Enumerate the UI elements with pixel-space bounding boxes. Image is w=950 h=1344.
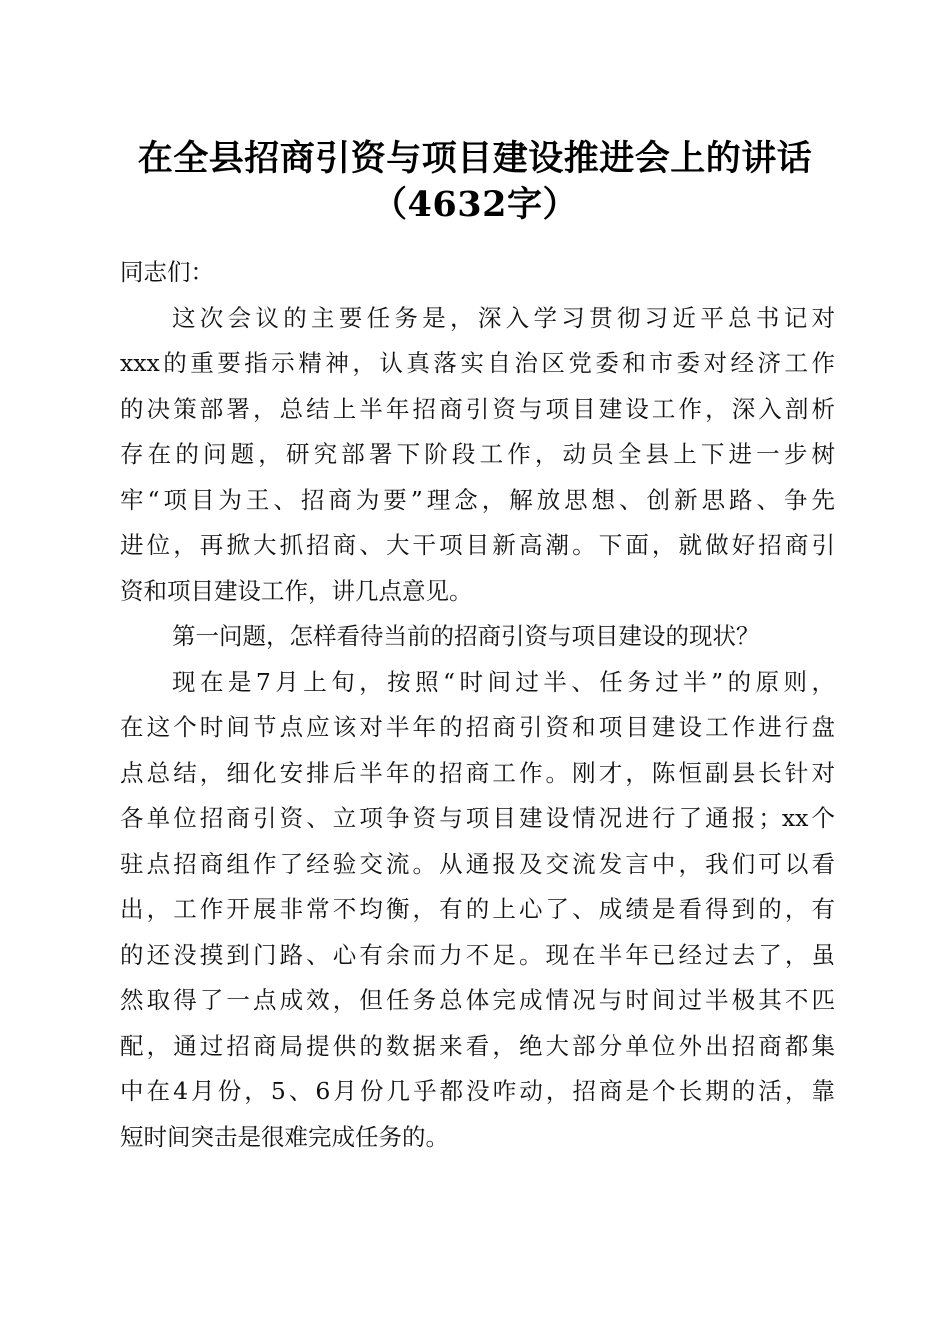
document-body (120, 250, 835, 1160)
paragraph-line: 驻点招商组作了经验交流。从通报及交流发言中，我们可以看 (120, 849, 835, 878)
title-line-main: 在全县招商引资与项目建设推进会上的讲话 (137, 138, 813, 179)
paragraph-line: 点总结，细化安排后半年的招商工作。刚才，陈恒副县长针对 (120, 758, 835, 787)
paragraph-intro (120, 296, 835, 615)
paragraph-line: 进位，再掀大抓招商、大干项目新高潮。下面，就做好招商引 (120, 531, 835, 559)
paragraph-line: 各单位招商引资、立项争资与项目建设情况进行了通报；xx个 (120, 804, 835, 832)
paragraph-line: xxx的重要指示精神，认真落实自治区党委和市委对经济工作 (120, 349, 835, 377)
document-title (0, 136, 950, 228)
paragraph-line: 牢“项目为王、招商为要”理念，解放思想、创新思路、争先 (120, 485, 835, 514)
paragraph-status (120, 660, 835, 1161)
paragraph-line: 配，通过招商局提供的数据来看，绝大部分单位外出招商都集 (120, 1031, 835, 1060)
paragraph-line: 在这个时间节点应该对半年的招商引资和项目建设工作进行盘 (120, 713, 835, 741)
paragraph-line: 存在的问题，研究部署下阶段工作，动员全县上下进一步树 (120, 440, 835, 468)
paragraph-line: 资和项目建设工作，讲几点意见。 (120, 576, 473, 605)
paragraph-line: 现在是7月上旬，按照“时间过半、任务过半”的原则， (172, 667, 835, 696)
paragraph-line: 短时间突击是很难完成任务的。 (120, 1122, 449, 1151)
paragraph-line: 的还没摸到门路、心有余而力不足。现在半年已经过去了，虽 (120, 940, 835, 969)
paragraph-line: 的决策部署，总结上半年招商引资与项目建设工作，深入剖析 (120, 394, 835, 423)
section-heading-line: 第一问题，怎样看待当前的招商引资与项目建设的现状？ (172, 622, 760, 650)
paragraph-line: 然取得了一点成效，但任务总体完成情况与时间过半极其不匹 (120, 986, 835, 1014)
paragraph-line: 中在4月份，5、6月份几乎都没咋动，招商是个长期的活，靠 (120, 1077, 835, 1105)
title-line-wordcount: （4632字） (372, 184, 578, 225)
salutation: 同志们： (120, 258, 214, 286)
section-heading (120, 614, 835, 660)
paragraph-line: 这次会议的主要任务是，深入学习贯彻习近平总书记对 (172, 303, 835, 332)
paragraph-line: 出，工作开展非常不均衡，有的上心了、成绩是看得到的，有 (120, 895, 835, 923)
